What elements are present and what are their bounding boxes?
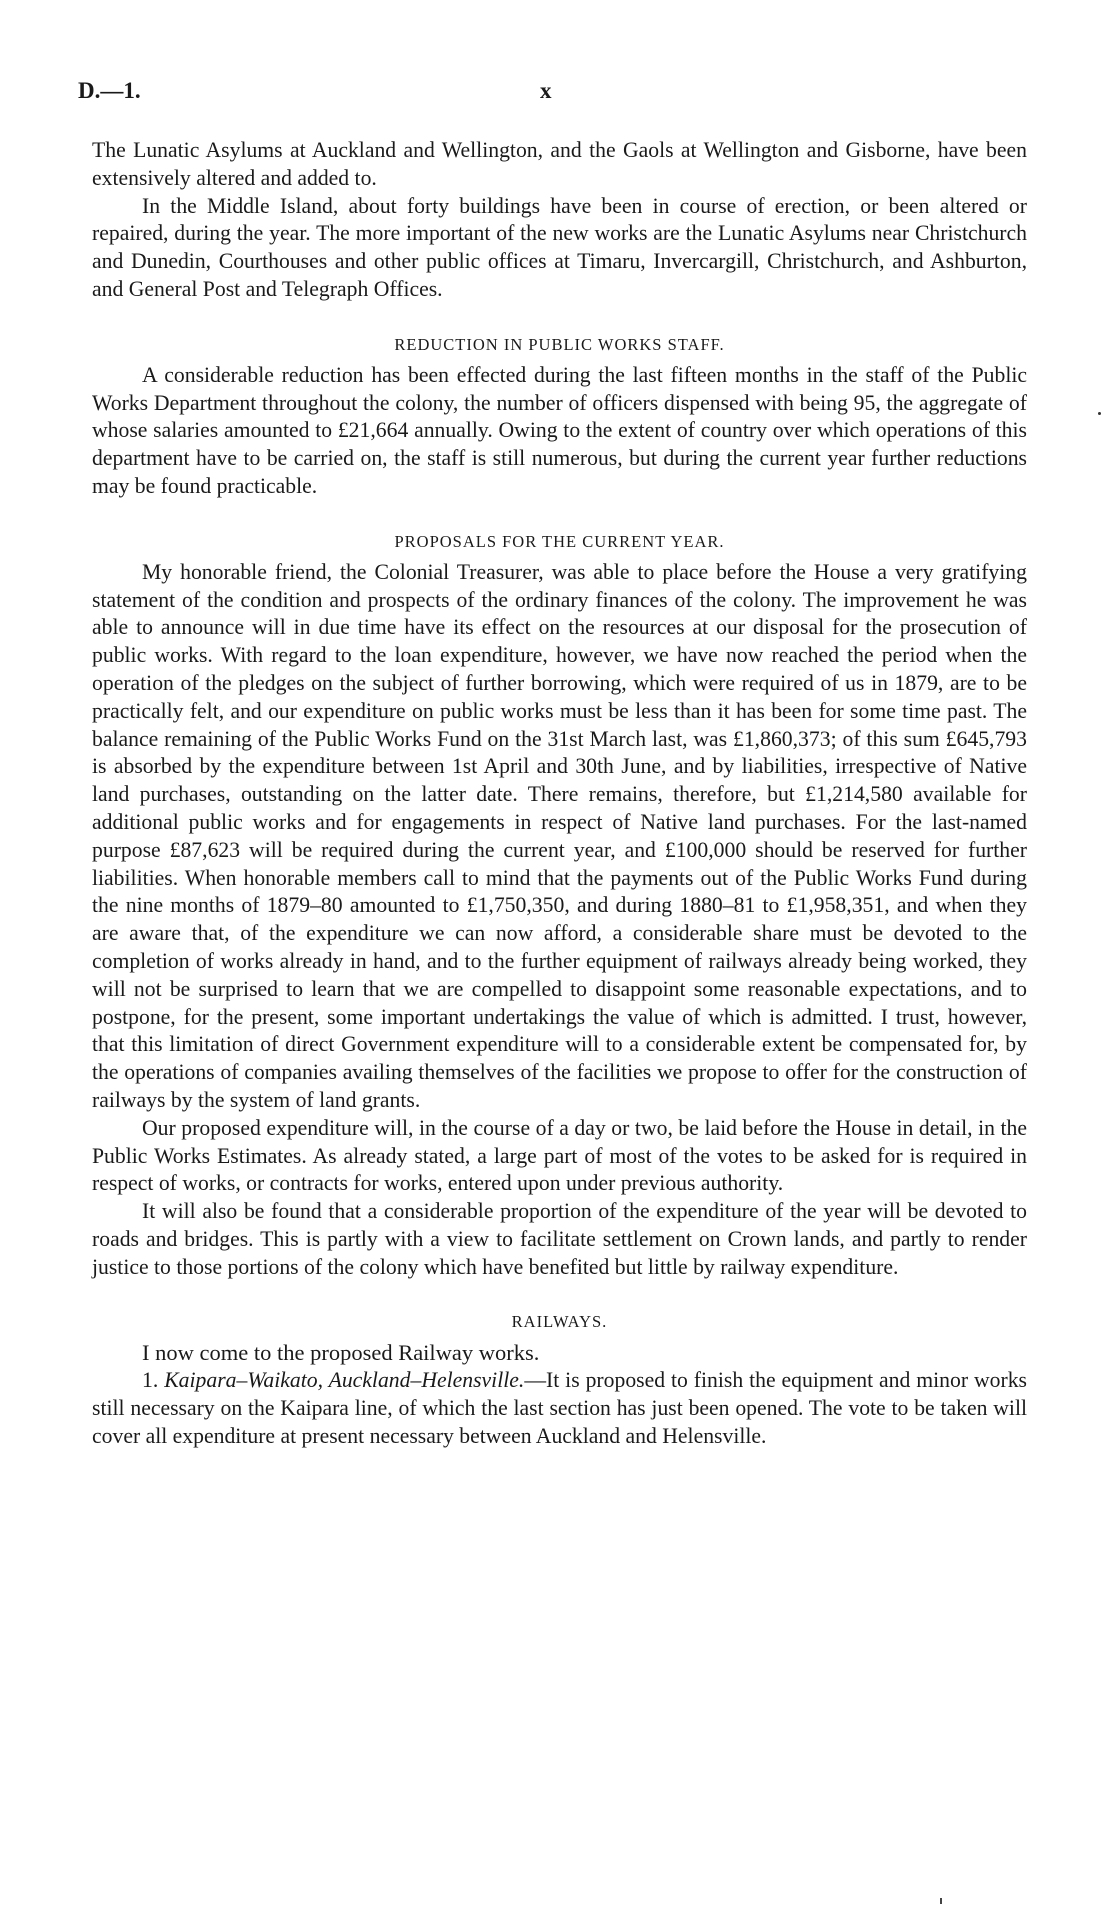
paragraph: The Lunatic Asylums at Auckland and Wellington, and the Gaols at Wellington and Gisborne, have been extensively altered and added to.	[92, 138, 1027, 190]
paragraph: It will also be found that a considerable proportion of the expenditure of the year will be devoted to roads and bridges. This is partly with a view to facilitate settlement on Crown lands, and partly to render justice to those portions of the colony which have benefited but little by railway expenditure.	[92, 1199, 1027, 1279]
document-body	[92, 137, 1027, 1451]
paragraph: I now come to the proposed Railway works.	[142, 1340, 540, 1366]
section-heading: RAILWAYS.	[511, 1312, 608, 1332]
item-text: —It is proposed to finish the equipment and minor works still necessary on the Kaipara line, of which the last section has just been opened. The vote to be taken will cover all expenditure at present necessary between Auckland and Helensville.	[92, 1368, 1027, 1448]
section-heading: PROPOSALS FOR THE CURRENT YEAR.	[394, 531, 725, 551]
document-reference: D.—1.	[78, 78, 141, 103]
list-item	[92, 1367, 1027, 1450]
margin-dot	[1098, 412, 1101, 415]
section-heading: REDUCTION IN PUBLIC WORKS STAFF.	[394, 334, 725, 354]
item-number: 1.	[142, 1368, 159, 1393]
paragraph: A considerable reduction has been effected during the last fifteen months in the staff of the Public Works Department throughout the colony, the number of officers dispensed with being 95, the aggregate of whose salaries amounted to £21,664 annually. Owing to the extent of country over which operations of this department have to be carried on, the staff is still numerous, but during the current year further reductions may be found practicable.	[92, 362, 1027, 498]
margin-tick	[940, 1898, 942, 1904]
item-title: Kaipara–Waikato, Auckland–Helensville.	[164, 1368, 525, 1393]
paragraph: My honorable friend, the Colonial Treasurer, was able to place before the House a very gratifying statement of the condition and prospects of the ordinary finances of the colony. The improvement he was able to announce will in due time have its effect on the resources at our disposal for the prosecution of public works. With regard to the loan expenditure, however, we have now reached the period when the operation of the pledges on the subject of further borrowing, which were required of us in 1879, are to be practically felt, and our expenditure on public works must be less than it has been for some time past. The balance remaining of the Public Works Fund on the 31st March last, was £1,860,373; of this sum £645,793 is absorbed by the expenditure between 1st April and 30th June, and by liabilities, irrespective of Native land purchases, outstanding on the latter date. There remains, therefore, but £1,214,580 available for additional public works and for engagements in respect of Native land purchases. For the last-named purpose £87,623 will be required during the current year, and £100,000 should be reserved for further liabilities. When honorable members call to mind that the payments out of the Public Works Fund during the nine months of 1879–80 amounted to £1,750,350, and during 1880–81 to £1,958,351, and when they are aware that, of the expenditure we can now afford, a considerable share must be devoted to the completion of works already in hand, and to the further equipment of railways already being worked, they will not be surprised to learn that we are compelled to disappoint some reasonable expectations, and to postpone, for the present, some important undertakings the value of which is admitted. I trust, however, that this limitation of direct Government expenditure will to a considerable extent be compensated for, by the operations of companies availing themselves of the facilities we propose to offer for the construction of railways by the system of land grants.	[92, 559, 1027, 1112]
page-header	[78, 78, 1028, 112]
paragraph: In the Middle Island, about forty buildings have been in course of erection, or been altered or repaired, during the year. The more important of the new works are the Lunatic Asylums near Christchurch and Dunedin, Courthouses and other public offices at Timaru, Invercargill, Christchurch, and Ashburton, and General Post and Telegraph Offices.	[92, 193, 1027, 301]
page-number: x	[540, 78, 552, 103]
paragraph: Our proposed expenditure will, in the course of a day or two, be laid before the House in detail, in the Public Works Estimates. As already stated, a large part of most of the votes to be asked for is required in respect of works, or contracts for works, entered upon under previous authority.	[92, 1115, 1027, 1196]
